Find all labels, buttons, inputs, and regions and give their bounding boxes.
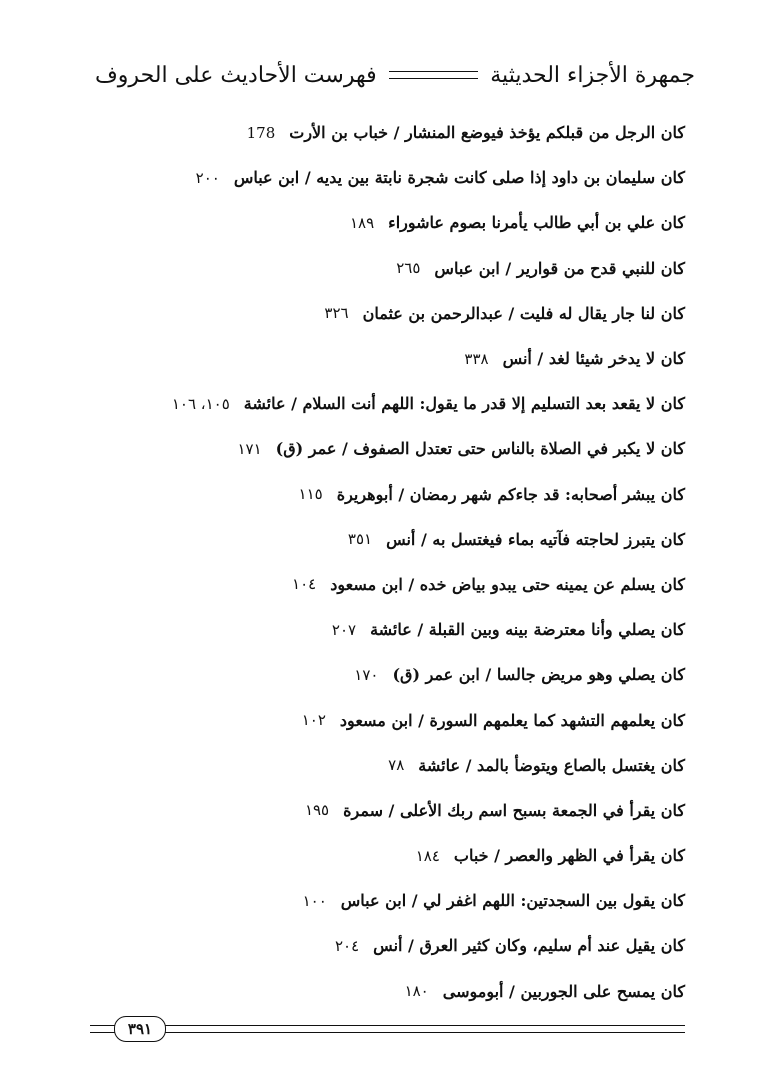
- entry-text: كان يبشر أصحابه: قد جاءكم شهر رمضان / أبوهريرة: [336, 484, 685, 504]
- footer-rule: [160, 1025, 685, 1033]
- hadith-index-list: [171, 110, 685, 1014]
- index-entry: [180, 426, 685, 471]
- entry-page: ٣٣٨: [464, 349, 489, 368]
- entry-page: ١١٥: [298, 485, 323, 504]
- entry-text: كان علي بن أبي طالب يأمرنا بصوم عاشوراء: [388, 213, 685, 233]
- entry-page: ١٧٠: [354, 665, 379, 684]
- entry-text: كان يسلم عن يمينه حتى يبدو بياض خده / ابن مسعود: [330, 574, 685, 594]
- entry-text: كان يغتسل بالصاع ويتوضأ بالمد / عائشة: [418, 755, 685, 775]
- index-entry: [180, 200, 685, 245]
- entry-page: ١٨٤: [415, 846, 440, 865]
- entry-page: ٢٦٥: [396, 259, 421, 278]
- entry-page: ١٧١: [237, 439, 262, 458]
- index-entry: [180, 291, 685, 336]
- entry-text: كان لا يدخر شيئا لغد / أنس: [502, 349, 685, 369]
- index-entry: [180, 969, 685, 1014]
- entry-page: ١٩٥: [304, 801, 330, 820]
- entry-page: ٢٠٠: [195, 168, 220, 187]
- index-entry: [180, 788, 685, 833]
- entry-page: ١٨٠: [404, 982, 429, 1001]
- entry-text: كان يتبرز لحاجته فآتيه بماء فيغتسل به / أنس: [386, 529, 685, 549]
- header-rule: [389, 71, 479, 79]
- entry-text: كان يقول بين السجدتين: اللهم اغفر لي / ابن عباس: [340, 891, 685, 911]
- entry-page: ٢٠٧: [331, 620, 357, 639]
- entry-page: 178: [246, 123, 276, 142]
- index-entry: [180, 336, 685, 381]
- entry-text: كان يصلي وأنا معترضة بينه وبين القبلة / عائشة: [370, 620, 685, 640]
- entry-page: ١٠٢: [301, 711, 326, 730]
- entry-page: ١٨٩: [350, 213, 375, 232]
- entry-text: كان يقرأ في الظهر والعصر / خباب: [453, 846, 685, 866]
- index-entry: [180, 246, 685, 291]
- index-entry: [180, 155, 685, 200]
- entry-text: كان يمسح على الجوربين / أبوموسى: [442, 981, 685, 1001]
- index-entry: [180, 652, 685, 697]
- entry-page: ١٠٠: [302, 891, 327, 910]
- entry-text: كان سليمان بن داود إذا صلى كانت شجرة نابتة بين يديه / ابن عباس: [233, 168, 685, 188]
- page-footer: [90, 1018, 685, 1042]
- entry-page: ٣٢٦: [324, 304, 349, 323]
- index-entry: [180, 743, 685, 788]
- index-entry: [180, 562, 685, 607]
- book-title: جمهرة الأجزاء الحديثية: [490, 62, 695, 88]
- entry-page: ١٠٥، ١٠٦: [171, 394, 230, 413]
- entry-page: ١٠٤: [292, 575, 317, 594]
- index-entry: [180, 833, 685, 878]
- entry-text: كان يصلي وهو مريض جالسا / ابن عمر (ق): [392, 665, 685, 685]
- entry-text: كان يقيل عند أم سليم، وكان كثير العرق / أنس: [373, 936, 685, 956]
- running-header: [95, 55, 695, 95]
- entry-page: ٢٠٤: [335, 936, 360, 955]
- entry-text: كان يعلمهم التشهد كما يعلمهم السورة / ابن مسعود: [339, 710, 685, 730]
- entry-page: ٧٨: [388, 756, 405, 775]
- index-entry: [180, 923, 685, 968]
- page-number: ٣٩١: [114, 1016, 166, 1042]
- index-entry: [180, 697, 685, 742]
- entry-text: كان لا يقعد بعد التسليم إلا قدر ما يقول: اللهم أنت السلام / عائشة: [243, 394, 685, 414]
- entry-text: كان الرجل من قبلكم يؤخذ فيوضع المنشار / خباب بن الأرت: [289, 123, 685, 143]
- index-entry: [180, 517, 685, 562]
- index-entry: [180, 607, 685, 652]
- index-entry: [180, 472, 685, 517]
- section-title: فهرست الأحاديث على الحروف: [95, 62, 377, 88]
- index-entry: [180, 110, 685, 155]
- entry-text: كان لا يكبر في الصلاة بالناس حتى تعتدل الصفوف / عمر (ق): [275, 439, 685, 459]
- index-entry: [171, 381, 685, 426]
- entry-text: كان لنا جار يقال له فليت / عبدالرحمن بن عثمان: [362, 303, 685, 323]
- entry-text: كان يقرأ في الجمعة بسبح اسم ربك الأعلى / سمرة: [343, 800, 685, 820]
- index-entry: [180, 878, 685, 923]
- entry-text: كان للنبي قدح من قوارير / ابن عباس: [434, 258, 685, 278]
- entry-page: ٣٥١: [347, 530, 373, 549]
